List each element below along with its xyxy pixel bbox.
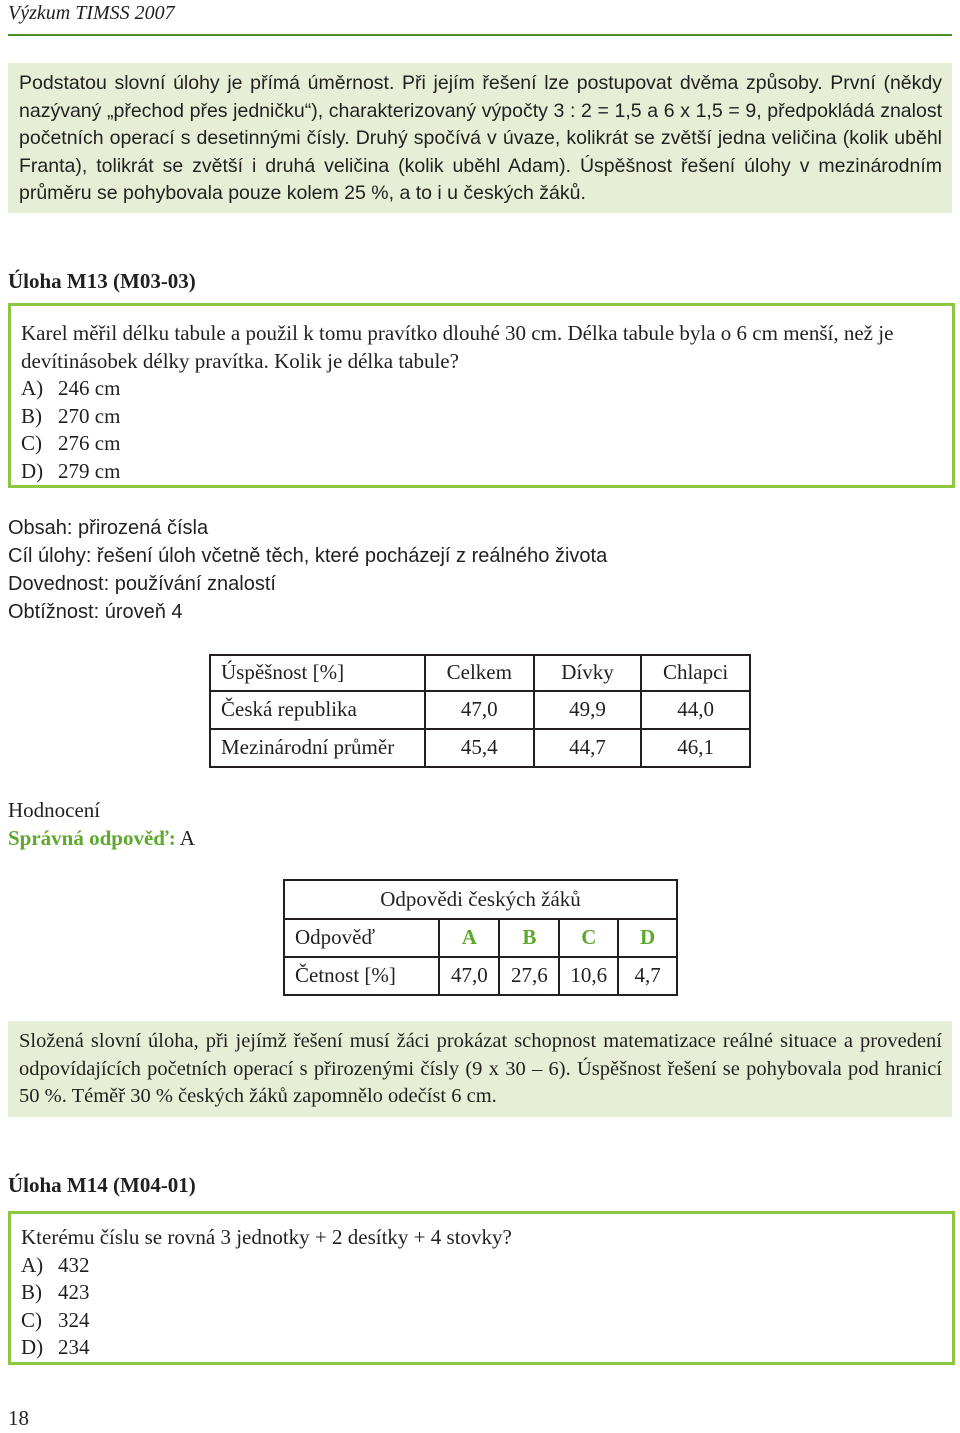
task-m13-option-d: D) 279 cm [21,458,121,483]
table-cell: 49,9 [534,691,642,729]
table-cell: 47,0 [439,957,499,995]
task-m14-option-b: B) 423 [21,1280,90,1304]
answer-letter-b: B [499,919,559,957]
task-m13-option-c: C) 276 cm [21,431,121,455]
task-m13-title: Úloha M13 (M03-03) [8,269,196,293]
table-header-cell: Úspěšnost [%] [210,655,425,691]
table-cell: 44,7 [534,729,642,767]
intro-commentary-text: Podstatou slovní úlohy je přímá úměrnost. Při jejím řešení lze postupovat dvěma způsoby. První (někdy nazývaný „přechod přes jedničku“), charakterizovaný výpočty 3 : 2 = 1,5 a 6 x 1,5 = 9, předpokládá znalost početních operací s desetinnými čísly. Druhý spočívá v úvaze, kolikrát se zvětší jedna veličina (kolik uběhl Franta), tolikrát se zvětší i druhá veličina (kolik uběhl Adam). Úspěšnost řešení úlohy v mezinárodním průměru se pohybovala pouze kolem 25 %, a to i u českých žáků. [19,72,942,204]
comment-box [8,1021,952,1117]
task-m14-option-c: C) 324 [21,1307,90,1332]
table-header-cell: Chlapci [641,655,750,691]
correct-answer-label: Správná odpověď: [8,826,176,850]
success-rate-table [209,654,751,768]
correct-answer [8,824,195,852]
table-cell: 47,0 [425,691,534,729]
evaluation [8,796,195,852]
table-row [284,919,677,957]
table-row [210,729,750,767]
header-rule [8,34,952,36]
table-cell: 27,6 [499,957,559,995]
task-m13-option-a: A) 246 cm [21,376,121,400]
task-m14-option-a: A) 432 [21,1252,90,1277]
page-number: 18 [8,1406,29,1430]
table-header-cell: Celkem [425,655,534,691]
table-cell: 10,6 [559,957,618,995]
running-header: Výzkum TIMSS 2007 [8,2,175,24]
meta-dovednost: Dovednost: používání znalostí [8,573,276,595]
intro-commentary-box [8,63,952,213]
task-m13-box [8,303,955,488]
table-header-cell: Dívky [534,655,642,691]
task-m14-title: Úloha M14 (M04-01) [8,1173,196,1197]
table-cell: Mezinárodní průměr [210,729,425,767]
answers-row-label: Odpověď [284,919,439,957]
table-row [284,957,677,995]
answers-table [283,879,678,996]
correct-answer-value: A [179,826,195,850]
answer-letter-d: D [618,919,677,957]
table-cell: 45,4 [425,729,534,767]
answers-title-row [284,880,677,919]
answers-table-title: Odpovědi českých žáků [284,880,677,919]
answer-letter-c: C [559,919,618,957]
comment-text: Složená slovní úloha, při jejímž řešení musí žáci prokázat schopnost matematizace reálné situace a provedení odpovídajících početních operací s přirozenými čísly (9 x 30 – 6). Úspěšnost řešení se pohybovala pod hranicí 50 %. Téměř 30 % českých žáků zapomnělo odečíst 6 cm. [19,1030,942,1107]
task-m14-box [8,1211,955,1365]
task-m14-question: Kterému číslu se rovná 3 jednotky + 2 desítky + 4 stovky? [21,1225,512,1249]
meta-obsah: Obsah: přirozená čísla [8,517,209,539]
task-m13-option-b: B) 270 cm [21,403,121,428]
meta-obtiznost: Obtížnost: úroveň 4 [8,601,183,623]
task-m14-option-d: D) 234 [21,1335,90,1359]
table-cell: 44,0 [641,691,750,729]
meta-cil: Cíl úlohy: řešení úloh včetně těch, které pocházejí z reálného života [8,545,608,567]
answer-letter-a: A [439,919,499,957]
table-row [210,691,750,729]
task-metadata [8,514,607,626]
table-header-row [210,655,750,691]
table-cell: 4,7 [618,957,677,995]
answers-row-label: Četnost [%] [284,957,439,995]
table-cell: Česká republika [210,691,425,729]
task-m13-question: Karel měřil délku tabule a použil k tomu pravítko dlouhé 30 cm. Délka tabule byla o 6 cm menší, než je devítinásobek délky pravítka. Kolik je délka tabule? [21,321,894,373]
table-cell: 46,1 [641,729,750,767]
evaluation-label: Hodnocení [8,798,101,822]
